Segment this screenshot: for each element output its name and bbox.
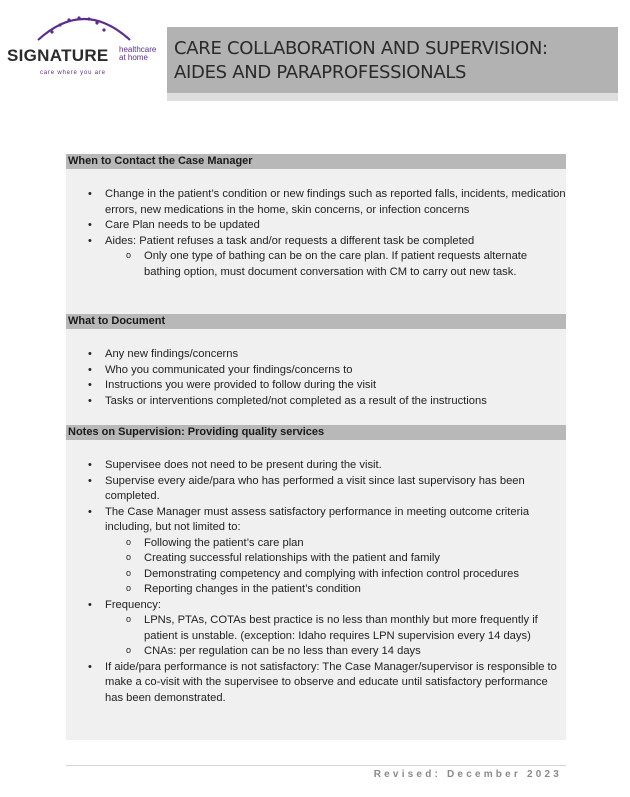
bullet-list <box>66 169 566 280</box>
logo-brand-name: SIGNATURE <box>7 46 109 65</box>
list-item-text: Aides: Patient refuses a task and/or requests a different task be completed <box>105 234 475 247</box>
section-header: What to Document <box>66 314 566 329</box>
list-item <box>66 234 566 281</box>
section-notes-on-supervision <box>66 425 566 706</box>
list-item: • If aide/para performance is not satisfactory: The Case Manager/supervisor is responsible to make a co-visit with the supervisee to observe and educate until satisfactory performance has been demonstrated. <box>66 660 566 707</box>
sub-list-item: o Demonstrating competency and complying with infection control procedures <box>66 567 566 583</box>
footer-divider <box>66 765 566 766</box>
logo-subtitle-line2: at home <box>119 53 148 62</box>
list-item: • Instructions you were provided to follow during the visit <box>66 378 566 394</box>
page-title <box>174 37 548 85</box>
list-item-text: The Case Manager must assess satisfactory performance in meeting outcome criteria including, but not limited to: <box>105 505 530 533</box>
revised-date: Revised: December 2023 <box>373 769 562 780</box>
sub-list <box>105 613 566 660</box>
sub-list <box>105 249 566 280</box>
list-item: • Who you communicated your findings/concerns to <box>66 363 566 379</box>
logo-arc-icon <box>34 6 134 42</box>
sub-list-item: o Creating successful relationships with the patient and family <box>66 551 566 567</box>
page-title-line2: AIDES AND PARAPROFESSIONALS <box>174 62 467 83</box>
list-item: • Care Plan needs to be updated <box>66 218 566 234</box>
section-header: Notes on Supervision: Providing quality services <box>66 425 566 440</box>
content-box <box>66 154 566 740</box>
list-item <box>66 505 566 598</box>
list-item: • Supervisee does not need to be present during the visit. <box>66 458 566 474</box>
bullet-list <box>66 329 566 409</box>
list-item <box>66 598 566 660</box>
list-item: • Supervise every aide/para who has performed a visit since last supervisory has been completed. <box>66 474 566 505</box>
list-item-text: Frequency: <box>105 598 161 611</box>
logo-subtitle <box>119 46 156 62</box>
list-item: • Tasks or interventions completed/not completed as a result of the instructions <box>66 394 566 410</box>
sub-list <box>105 536 566 598</box>
company-logo <box>4 6 164 76</box>
section-contact-case-manager <box>66 154 566 280</box>
page-title-line1: CARE COLLABORATION AND SUPERVISION: <box>174 38 548 59</box>
sub-list-item: o Only one type of bathing can be on the care plan. If patient requests alternate bathing option, must document conversation with CM to carry out new task. <box>66 249 566 280</box>
logo-subtitle-line1: healthcare <box>119 45 157 54</box>
sub-list-item: o CNAs: per regulation can be no less than every 14 days <box>66 644 566 660</box>
sub-list-item: o LPNs, PTAs, COTAs best practice is no less than monthly but more frequently if patient is unstable. (exception: Idaho requires LPN supervision every 14 days) <box>66 613 566 644</box>
title-banner-strip <box>167 93 618 101</box>
section-what-to-document <box>66 314 566 409</box>
list-item: • Change in the patient’s condition or new findings such as reported falls, incidents, medication errors, new medications in the home, skin concerns, or infection concerns <box>66 187 566 218</box>
sub-list-item: o Following the patient’s care plan <box>66 536 566 552</box>
logo-tagline: care where you are <box>40 70 106 76</box>
bullet-list <box>66 440 566 706</box>
sub-list-item: o Reporting changes in the patient’s condition <box>66 582 566 598</box>
section-header: When to Contact the Case Manager <box>66 154 566 169</box>
list-item: • Any new findings/concerns <box>66 347 566 363</box>
